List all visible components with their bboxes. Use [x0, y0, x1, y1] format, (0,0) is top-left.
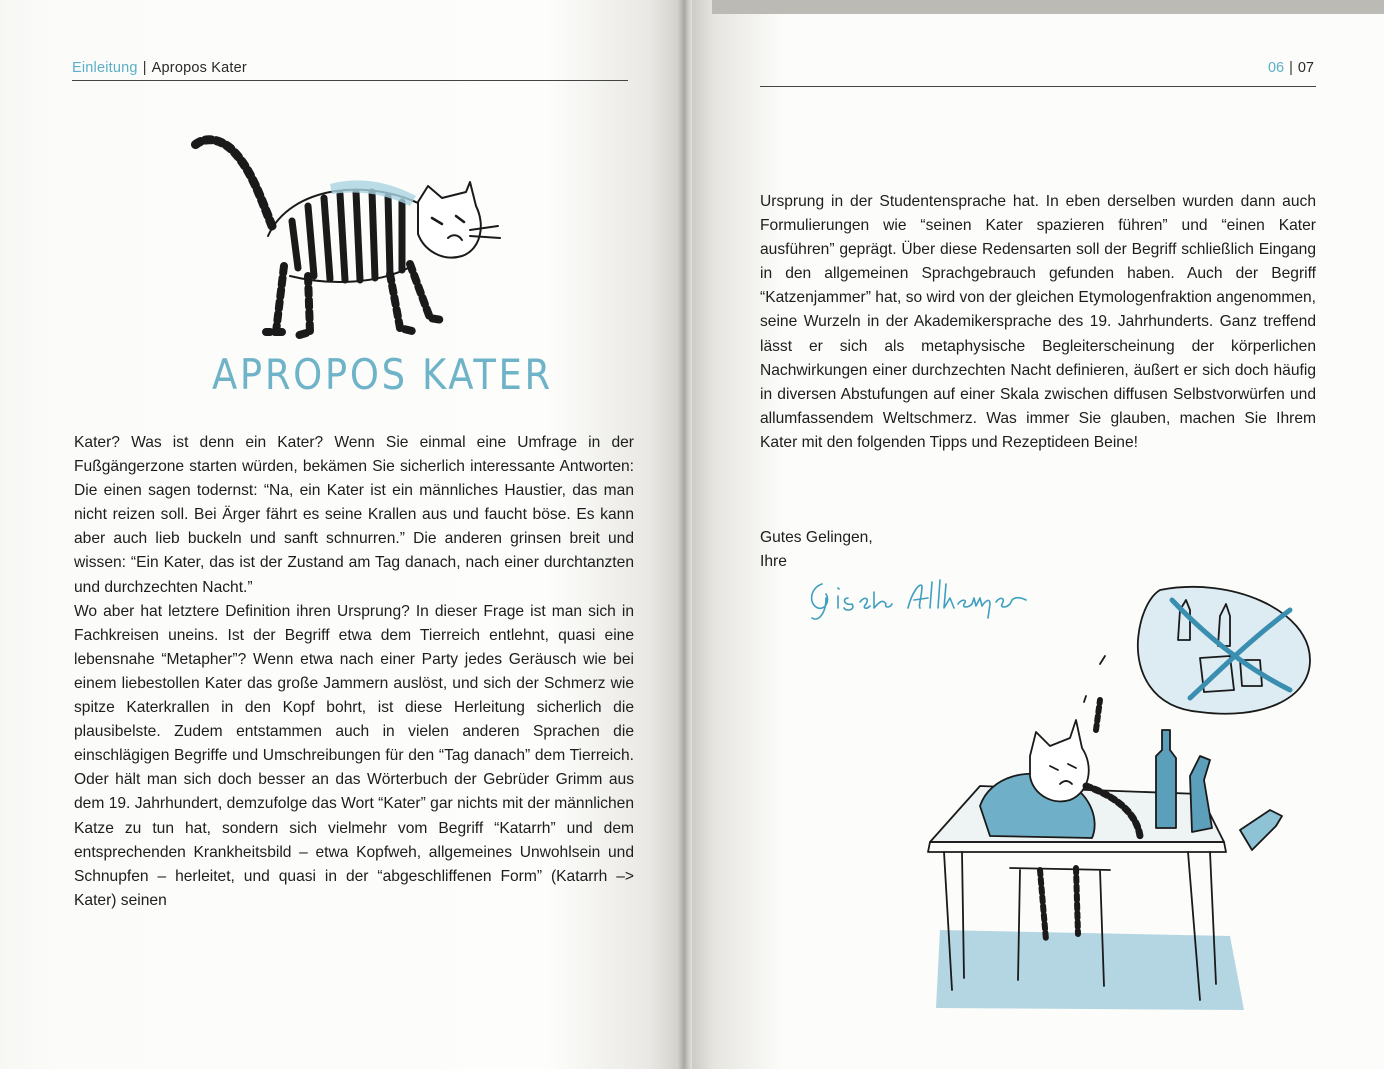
paragraph: Ursprung in der Studentensprache hat. In eben derselben wurden dann auch Formulierungen wie “seinen Kater spazieren führen” und “einen Kater ausführen” geprägt. Über diese Redensarten soll der Begriff schließlich Eingang in den allgemeinen Sprachgebrauch gefunden haben. Auch der Begriff “Katzenjammer” hat, so wird von der gleichen Etymologenfraktion angenommen, seine Wurzeln in der Akademikersprache des 19. Jahrhunderts. Ganz treffend lässt er sich als metaphysische Begleiterscheinung der körperlichen Nachwirkungen einer durchzechten Nacht definieren, äußert er sich doch häufig in diversen Abstufungen auf einer Skala zwischen diffusen Selbstvorwürfen und allumfassendem Weltschmerz. Was immer Sie glauben, machen Sie Ihrem Kater mit den folgenden Tipps und Rezeptideen Beine! [760, 193, 1316, 451]
book-gutter [678, 0, 692, 1069]
running-header-left [72, 60, 247, 76]
body-text-left [74, 431, 634, 913]
header-separator: | [142, 60, 147, 76]
header-rule-right [760, 86, 1316, 87]
page-top-edge [712, 0, 1384, 14]
closing [760, 526, 873, 574]
header-category: Einleitung [72, 60, 138, 76]
body-text-right [760, 190, 1316, 455]
page-number-left: 06 [1267, 60, 1285, 76]
left-page [0, 0, 684, 1069]
page-title: APROPOS KATER [212, 350, 553, 399]
sign-off: Ihre [760, 553, 787, 571]
page-number-right: 07 [1297, 60, 1314, 76]
header-rule-left [72, 80, 628, 81]
greeting: Gutes Gelingen, [760, 529, 873, 546]
sleeping-cat-at-table-icon [900, 580, 1320, 1020]
header-separator: | [1289, 60, 1293, 76]
striped-cat-icon [180, 126, 520, 346]
running-header-right [1268, 60, 1314, 76]
header-subtitle: Apropos Kater [151, 60, 247, 76]
paragraph: Wo aber hat letztere Definition ihren Ursprung? In dieser Frage ist man sich in Fachkreisen uneins. Ist der Begriff etwa dem Tierreich entlehnt, quasi eine lebensnahe “Metapher”? Wenn etwa nach einer Party jedes Geräusch wie bei einem liebestollen Kater das große Jammern auslöst, und sich der Schmerz wie spitze Katerkrallen in den Kopf bohrt, ist diese Herleitung sicherlich die plausibelste. Zudem entstammen auch in vielen anderen Sprachen die einschlägigen Begriffe und Umschreibungen für den “Tag danach” dem Tierreich. Oder hält man sich doch besser an das Wörterbuch der Gebrüder Grimm aus dem 19. Jahrhundert, demzufolge das Wort “Kater” gar nichts mit der männlichen Katze zu tun hat, sondern sich vielmehr vom Begriff “Katarrh” und dem entsprechenden Krankheitsbild – etwa Kopfweh, allgemeines Unwohlsein und Schnupfen – herleitet, und quasi in der “abgeschliffenen Form” (Katarrh –> Kater) seinen [74, 602, 634, 909]
paragraph: Kater? Was ist denn ein Kater? Wenn Sie einmal eine Umfrage in der Fußgängerzone starten würden, bekämen Sie sicherlich interessante Antworten: Die einen sagen todernst: “Na, ein Kater ist ein männliches Haustier, das man nicht reizen soll. Bei Ärger fährt es seine Krallen aus und faucht böse. Es kann aber auch lieb buckeln und sanft schnurren.” Die anderen grinsen breit und wissen: “Ein Kater, das ist der Zustand am Tag danach, nach einer durchtanzten und durchzechten Nacht.” [74, 434, 634, 596]
